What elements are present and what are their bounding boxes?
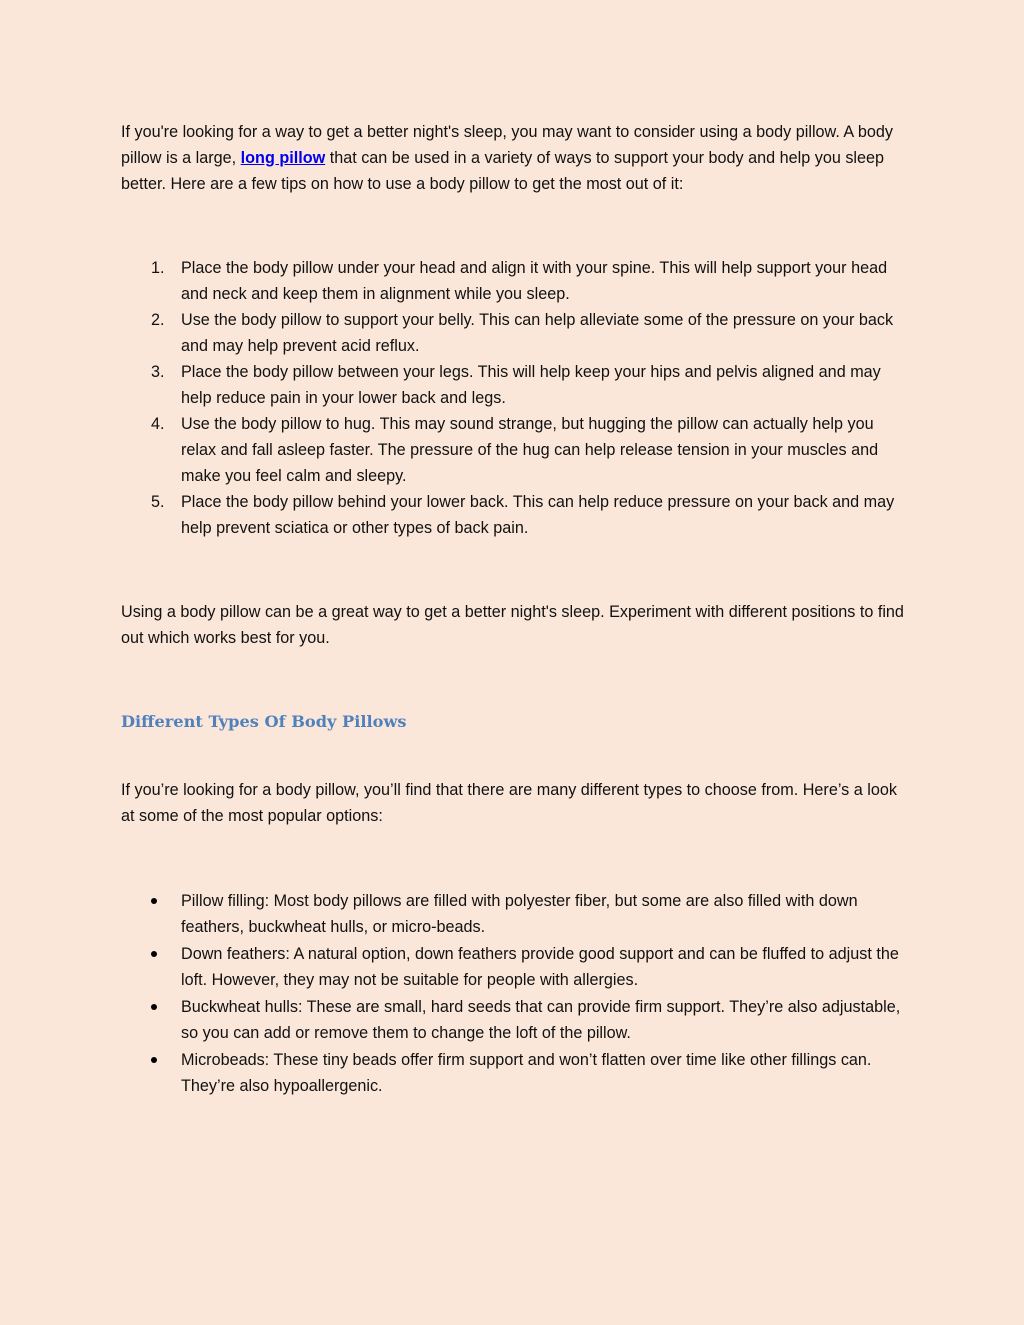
list-item-number: 1. [151, 259, 165, 277]
list-item [121, 1047, 911, 1099]
intro-text-before-link: If you're looking for a way to get a better night's sleep, you may want to consider using a body pillow. A body pillow is a large, [121, 123, 893, 167]
list-item-text: Microbeads: These tiny beads offer firm support and won’t flatten over time like other fillings can. They’re also hypoallergenic. [181, 1051, 872, 1095]
list-item-text: Place the body pillow between your legs. This will help keep your hips and pelvis aligned and may help reduce pain in your lower back and legs. [181, 363, 881, 407]
bullet-icon [151, 898, 157, 904]
list-item-text: Buckwheat hulls: These are small, hard seeds that can provide firm support. They’re also adjustable, so you can add or remove them to change the loft of the pillow. [181, 998, 901, 1042]
closing-paragraph: Using a body pillow can be a great way to get a better night's sleep. Experiment with different positions to find out which works best for you. [121, 603, 904, 647]
list-item [121, 255, 911, 307]
list-item-text: Use the body pillow to hug. This may sound strange, but hugging the pillow can actually help you relax and fall asleep faster. The pressure of the hug can help release tension in your muscles and make you feel calm and sleepy. [181, 415, 879, 485]
bullet-icon [151, 1004, 157, 1010]
list-item [121, 359, 911, 411]
intro-paragraph [121, 119, 911, 197]
long-pillow-link[interactable]: long pillow [240, 149, 326, 167]
pillow-types-bullet-list [121, 888, 911, 1099]
list-item [121, 941, 911, 993]
bullet-icon [151, 1057, 157, 1063]
list-item-number: 4. [151, 415, 165, 433]
list-item [121, 888, 911, 940]
article-body [121, 119, 911, 1100]
list-item-text: Pillow filling: Most body pillows are filled with polyester fiber, but some are also filled with down feathers, buckwheat hulls, or micro-beads. [181, 892, 858, 936]
section-heading: Different Types Of Body Pillows [121, 712, 407, 731]
bullet-icon [151, 951, 157, 957]
list-item-number: 2. [151, 311, 165, 329]
list-item-text: Use the body pillow to support your belly. This can help alleviate some of the pressure on your back and may help prevent acid reflux. [181, 311, 894, 355]
list-item [121, 489, 911, 541]
list-item-text: Place the body pillow under your head and align it with your spine. This will help support your head and neck and keep them in alignment while you sleep. [181, 259, 888, 303]
list-item [121, 994, 911, 1046]
types-intro-paragraph: If you’re looking for a body pillow, you’ll find that there are many different types to choose from. Here’s a look at some of the most popular options: [121, 781, 897, 825]
list-item [121, 307, 911, 359]
list-item-text: Place the body pillow behind your lower back. This can help reduce pressure on your back and may help prevent sciatica or other types of back pain. [181, 493, 895, 537]
tips-numbered-list [121, 255, 911, 541]
list-item-number: 5. [151, 493, 165, 511]
list-item [121, 411, 911, 489]
list-item-number: 3. [151, 363, 165, 381]
list-item-text: Down feathers: A natural option, down feathers provide good support and can be fluffed to adjust the loft. However, they may not be suitable for people with allergies. [181, 945, 899, 989]
intro-text-after-link: that can be used in a variety of ways to support your body and help you sleep better. Here are a few tips on how to use a body pillow to get the most out of it: [121, 149, 885, 193]
